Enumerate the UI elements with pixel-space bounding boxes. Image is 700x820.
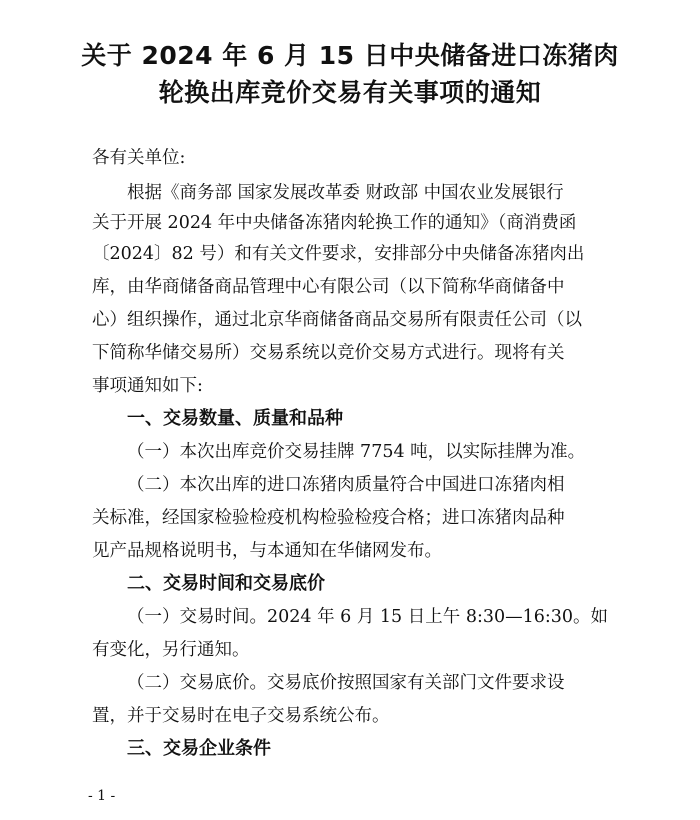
section-2-item-1-line-1: （一）交易时间。2024 年 6 月 15 日上午 8:30—16:30。如 <box>127 607 609 627</box>
intro-line-1: 根据《商务部 国家发展改革委 财政部 中国农业发展银行 <box>127 183 564 203</box>
section-1-item-2-line-3: 见产品规格说明书，与本通知在华储网发布。 <box>92 541 442 561</box>
section-heading-1: 一、交易数量、质量和品种 <box>127 408 343 429</box>
section-2-item-2-line-1: （二）交易底价。交易底价按照国家有关部门文件要求设 <box>127 673 565 693</box>
salutation: 各有关单位: <box>92 148 186 168</box>
document-title-line-1: 关于 2024 年 6 月 15 日中央储备进口冻猪肉 <box>81 41 619 70</box>
section-2-item-2-line-2: 置，并于交易时在电子交易系统公布。 <box>92 706 390 726</box>
intro-line-7: 事项通知如下: <box>92 376 203 396</box>
section-1-item-2-line-2: 关标准，经国家检验检疫机构检验检疫合格；进口冻猪肉品种 <box>92 508 565 528</box>
intro-line-4: 库，由华商储备商品管理中心有限公司（以下简称华商储备中 <box>92 277 565 297</box>
document-title-line-2: 轮换出库竞价交易有关事项的通知 <box>158 78 542 107</box>
intro-line-2: 关于开展 2024 年中央储备冻猪肉轮换工作的通知》（商消费函 <box>92 213 577 233</box>
section-heading-3: 三、交易企业条件 <box>127 738 271 759</box>
intro-line-6: 下简称华储交易所）交易系统以竞价交易方式进行。现将有关 <box>92 343 565 363</box>
section-1-item-2-line-1: （二）本次出库的进口冻猪肉质量符合中国进口冻猪肉相 <box>127 475 565 495</box>
section-1-item-1-line-1: （一）本次出库竞价交易挂牌 7754 吨，以实际挂牌为准。 <box>127 442 586 462</box>
intro-line-5: 心）组织操作，通过北京华商储备商品交易所有限责任公司（以 <box>92 310 582 330</box>
intro-line-3: 〔2024〕82 号）和有关文件要求，安排部分中央储备冻猪肉出 <box>92 244 585 264</box>
page-number: - 1 - <box>88 788 116 804</box>
section-2-item-1-line-2: 有变化，另行通知。 <box>92 640 250 660</box>
section-heading-2: 二、交易时间和交易底价 <box>127 573 325 594</box>
